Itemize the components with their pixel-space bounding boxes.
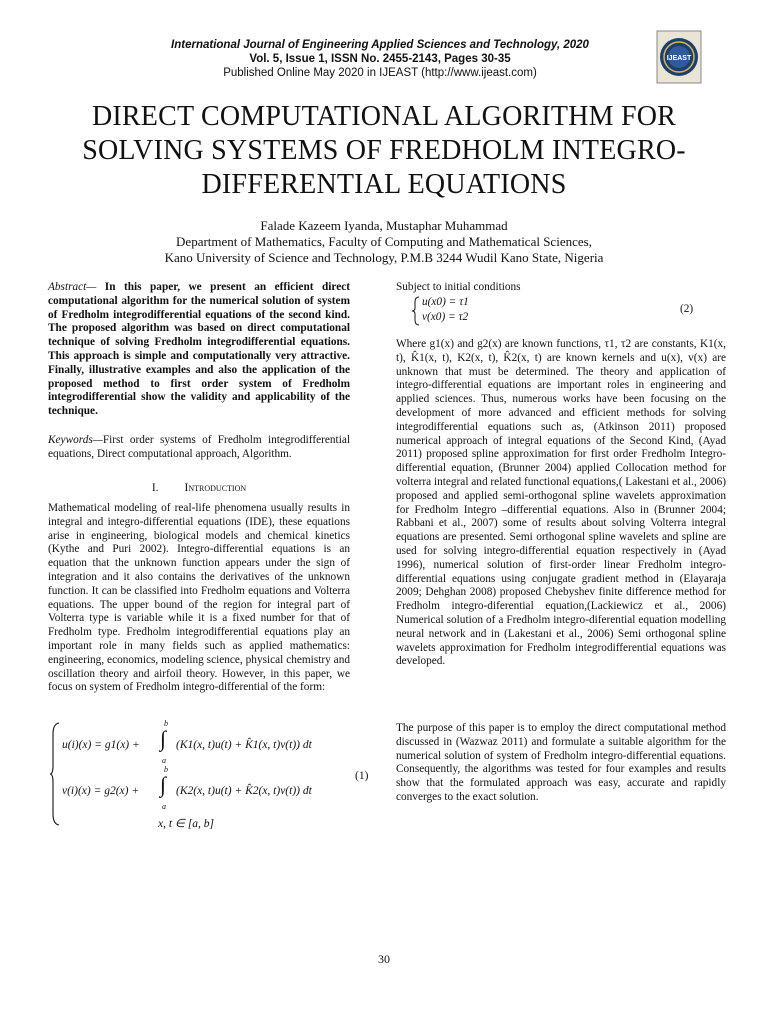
eq2-number: (2) [680,303,694,315]
abstract [48,281,350,419]
eq1-upper-limit-2: b [164,765,168,774]
abstract-label: Abstract— [48,281,97,293]
where-paragraph: Where g1(x) and g2(x) are known functions, τ1, τ2 are constants, K1(x, t), K̂1(x, t), K2(x, t), K̂2(x, t) are known kernels and u(x), v(x) are unknown that must be determined. The theory and application of integro-differential equations are important roles in engineering and applied sciences. Thus, numerous works have been focusing on the development of more advanced and efficient methods for solving integrodifferential equations such as, (Atkinson 2011) proposed numerical approach of integral equations of the Second Kind, (Ayad 2011) proposed spline approximation for first order Fredholm Integro-differential equation, (Brunner 2004) applied Collocation method for volterra integral and related functional equations,( Lakestani et al., 2006) proposed and applied semi-orthogonal spline wavelets approximation for Fredholm Integro –differential equations. Also in (Brunner 2004; Rabbani et al., 2007) some of results about solving Volterra integral equations are presented. Semi orthogonal spline wavelets and spline are used for solving integro-differential equation respectively in (Ayad 1996), numerical solution of first-order linear Fredholm integro-differential equations using conjugate gradient method in (Elayaraja 2009; Dehghan 2008) proposed Chebyshev finite difference method for Fredholm integro-diferential equation,(Lackiewicz et al., 2006) Numerical solution of a Fredholm integro-diferential equation modelling neural network and in (Lakestani et al., 2006) Semi orthogonal spline wavelets approximation for Fredholm integrodifferential equations was developed. [396,338,726,668]
section-heading [48,482,350,494]
abstract-text: In this paper, we present an efficient direct computational algorithm for the numerical solution of system of Fredholm integrodifferential equations of the second kind. The proposed algorithm was based on direct computational technique of solving Fredholm integrodifferential equations. This approach is simple and computationally very attractive. Finally, illustrative examples and also the application of the proposed method to first order system of Fredholm integrodifferential show the validity and applicability of the technique. [48,281,350,418]
keywords-label: Keywords— [48,434,103,446]
left-brace [50,722,60,826]
keywords [48,434,350,462]
eq1-line2-lhs: v(i)(x) = g2(x) + [62,785,140,797]
authors-block [84,218,684,266]
affiliation-line-1: Department of Mathematics, Faculty of Computing and Mathematical Sciences, [176,234,592,249]
conditions-intro: Subject to initial conditions [396,281,521,293]
journal-published: Published Online May 2020 in IJEAST (http://www.ijeast.com) [223,67,537,79]
eq1-line2-rhs: (K2(x, t)u(t) + K̂2(x, t)v(t)) dt [176,785,312,797]
integral-sign-2: ∫ [160,772,167,797]
eq1-lower-limit-1: a [162,756,166,765]
equation-2 [412,296,722,328]
affiliation-line-2: Kano University of Science and Technology, P.M.B 3244 Wudil Kano State, Nigeria [164,250,604,265]
page-number: 30 [378,952,390,966]
eq2-brace [412,296,420,326]
eq1-line1-lhs: u(i)(x) = g1(x) + [62,739,140,751]
intro-paragraph: Mathematical modeling of real-life phenomena usually results in integral and integro-differential equations (IDE), these equations arise in engineering, biological models and chemical kinetics (Kythe and Puri 2002). Integro-differential equations is an equation that the unknown function appears under the sign of integration and it also contains the derivatives of the unknown function. It can be classified into Fredholm equations and Volterra equations. The upper bound of the region for integral part of Volterra type is variable while it is a fixed number for that of Fredholm type. Fredholm integrodifferential equations play an important role in many fields such as applied mathematics: engineering, economics, modeling science, physical chemistry and oscillation theory and airfoil theory. However, in this paper, we focus on system of Fredholm integro-differential of the form: [48,502,350,694]
eq2-line2: v(x0) = τ2 [422,311,469,323]
keywords-text: First order systems of Fredholm integrodifferential equations, Direct computational approach, Algorithm. [48,434,350,460]
eq1-line1-rhs: (K1(x, t)u(t) + K̂1(x, t)v(t)) dt [176,739,312,751]
author-names: Falade Kazeem Iyanda, Mustaphar Muhammad [260,218,508,233]
journal-volume: Vol. 5, Issue 1, ISSN No. 2455-2143, Pages 30-35 [249,53,511,65]
eq1-number: (1) [355,770,369,782]
section-number: I. [151,482,159,494]
integral-sign-1: ∫ [160,726,167,751]
purpose-paragraph: The purpose of this paper is to employ the direct computational method discussed in (Wazwaz 2011) and formulate a suitable algorithm for the numerical solution of system of Fredholm integro-differential equations. Consequently, the algorithms was tested for four examples and results show that the formulated approach was easy, accurate and rapidly converges to the exact solution. [396,722,726,803]
eq1-upper-limit-1: b [164,719,168,728]
journal-header [130,38,630,80]
eq2-line1: u(x0) = τ1 [422,296,469,308]
journal-name: International Journal of Engineering Applied Sciences and Technology, 2020 [171,39,589,51]
equation-1 [50,719,380,832]
section-title: Introduction [184,482,247,494]
eq1-domain: x, t ∈ [a, b] [158,818,215,830]
ijeast-logo [656,30,702,84]
logo-text: IJEAST [666,55,692,62]
paper-title: DIRECT COMPUTATIONAL ALGORITHM FOR SOLVING SYSTEMS OF FREDHOLM INTEGRO-DIFFERENTIAL EQUATIONS [82,101,686,200]
eq1-lower-limit-2: a [162,802,166,811]
